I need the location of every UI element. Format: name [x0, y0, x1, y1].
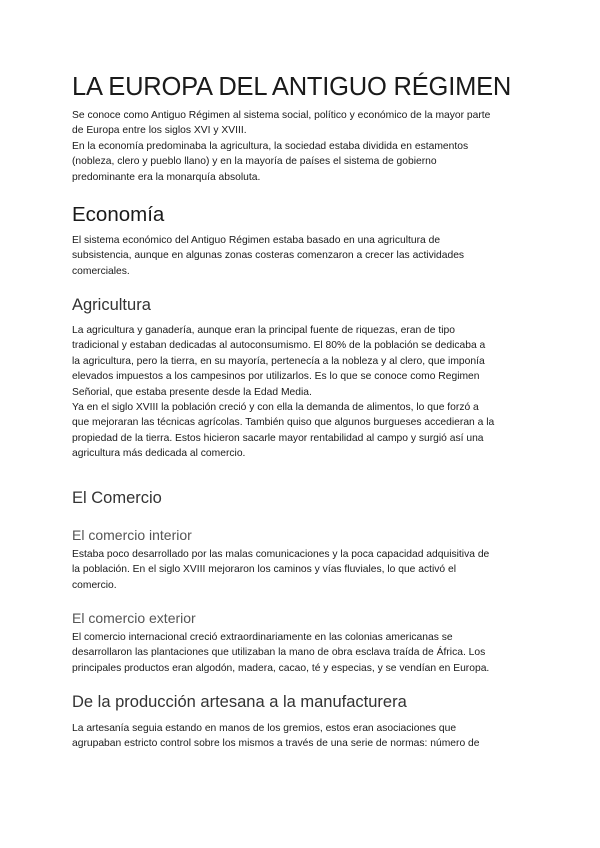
heading-agricultura: Agricultura — [72, 296, 151, 314]
text-line: agrupaban estricto control sobre los mismos a través de una serie de normas: número de — [72, 738, 480, 750]
text-line: subsistencia, aunque en algunas zonas costeras comenzaron a crecer las actividades — [72, 250, 465, 262]
text-line: agricultura más dedicada al comercio. — [72, 448, 246, 460]
text-line: El comercio internacional creció extraordinariamente en las colonias americanas se — [72, 632, 453, 643]
text-line: La artesanía seguia estando en manos de los gremios, estos eran asociaciones que — [72, 723, 457, 734]
intro-paragraph — [72, 108, 532, 185]
text-line: tradicional y estaban dedicadas al autoconsumismo. El 80% de la población se dedicaba a — [72, 340, 486, 352]
agricultura-paragraph — [72, 323, 532, 462]
page-title: LA EUROPA DEL ANTIGUO RÉGIMEN — [72, 73, 512, 101]
heading-manufactura: De la producción artesana a la manufacturera — [72, 693, 407, 711]
text-line: Se conoce como Antiguo Régimen al sistema social, político y económico de la mayor parte — [72, 110, 491, 121]
heading-comercio-exterior: El comercio exterior — [72, 610, 196, 626]
comercio-exterior-paragraph — [72, 630, 532, 676]
text-line: predominante era la monarquía absoluta. — [72, 171, 261, 183]
text-line: la población. En el siglo XVIII mejoraron los caminos y vías fluviales, lo que activó el — [72, 564, 457, 576]
heading-economia: Economía — [72, 203, 165, 226]
text-line: En la economía predominaba la agricultura, la sociedad estaba dividida en estamentos — [72, 140, 469, 152]
text-line: comerciales. — [72, 265, 130, 277]
comercio-interior-paragraph — [72, 547, 532, 593]
text-line: El sistema económico del Antiguo Régimen estaba basado en una agricultura de — [72, 235, 441, 246]
heading-comercio-interior: El comercio interior — [72, 527, 192, 543]
manufactura-paragraph — [72, 721, 532, 752]
text-line: La agricultura y ganadería, aunque eran la principal fuente de riquezas, eran de tipo — [72, 325, 455, 336]
text-line: comercio. — [72, 579, 117, 591]
text-line: elevados impuestos a los campesinos por utilizarlos. Es lo que se conoce como Regimen — [72, 371, 480, 383]
text-line: de Europa entre los siglos XVI y XVIII. — [72, 125, 247, 137]
text-line: Señorial, que estaba presente desde la Edad Media. — [72, 386, 312, 398]
text-line: propiedad de la tierra. Estos hicieron sacarle mayor rentabilidad al campo y surgió así una — [72, 432, 484, 444]
text-line: principales productos eran algodón, madera, cacao, té y especias, y se vendían en Europa. — [72, 662, 490, 674]
text-line: Ya en el siglo XVIII la población creció y con ella la demanda de alimentos, lo que forzó a — [72, 402, 479, 414]
heading-comercio: El Comercio — [72, 489, 162, 507]
text-line: que mejoraran las técnicas agrícolas. También quiso que algunos burgueses accedieran a la — [72, 417, 495, 429]
text-line: desarrollaron las plantaciones que utilizaban la mano de obra esclava traída de África. Los — [72, 647, 486, 659]
text-line: la agricultura, pero la tierra, en su mayoría, pertenecía a la nobleza y al clero, que imponía — [72, 355, 485, 367]
text-line: Estaba poco desarrollado por las malas comunicaciones y la poca capacidad adquisitiva de — [72, 549, 490, 560]
text-line: (nobleza, clero y pueblo llano) y en la mayoría de países el sistema de gobierno — [72, 156, 437, 168]
economia-paragraph — [72, 233, 532, 279]
